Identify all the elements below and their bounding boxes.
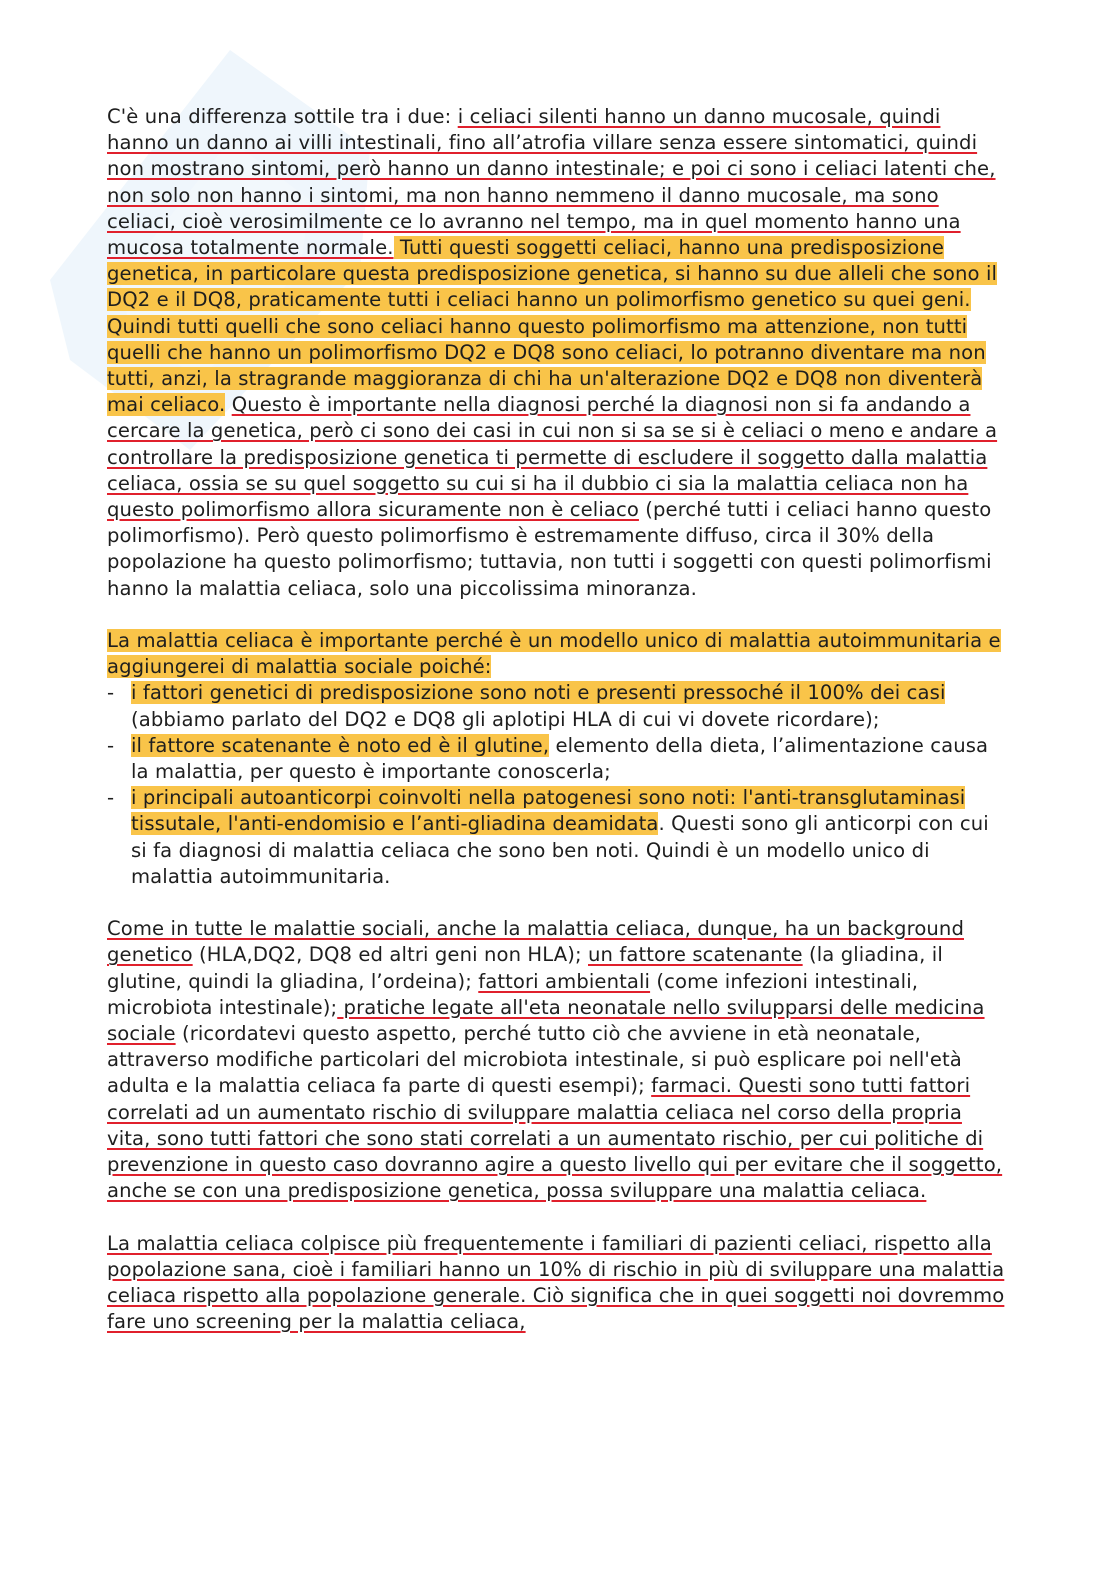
text-run: (HLA,DQ2, DQ8 ed altri geni non HLA);: [192, 943, 588, 967]
paragraph-modello-unico: [107, 628, 1007, 680]
underlined-text: Questo è importante nella diagnosi perché la diagnosi non si fa andando a cercare la genetica, però ci sono dei casi in cui non si sa se si è celiaci o meno e andare a controllare la predisposizione genetica ti permette di escludere il soggetto dalla malattia celiaca, ossia se su quel soggetto su cui si ha il dubbio ci sia la malattia celiaca non ha questo polimorfismo allora sicuramente non è celiaco: [107, 393, 998, 522]
list-item-text: [131, 681, 945, 730]
list-item: [107, 680, 1007, 732]
underlined-text: La malattia celiaca colpisce più frequentemente i familiari di pazienti celiaci, rispetto alla popolazione sana, cioè i familiari hanno un 10% di rischio in più di sviluppare una malattia celiaca rispetto alla popolazione generale. Ciò significa che in quei soggetti noi dovremmo fare uno screening per la malattia celiaca,: [107, 1231, 1005, 1334]
text-run: (la gliadina, il glutine, quindi la gliadina, l’ordeina);: [107, 943, 943, 993]
text-run: (ricordatevi questo aspetto, perché tutto ciò che avviene in età neonatale, attraverso modifiche particolari del microbiota intestinale, si può esplicare poi nell'età adulta e la malattia celiaca fa parte di questi esempi);: [107, 1022, 962, 1098]
paragraph-celiaci-silenti: [107, 104, 1007, 314]
paragraph-gap: [107, 602, 1007, 628]
list-item: [107, 785, 1007, 890]
underlined-text: un fattore scatenante: [588, 943, 803, 967]
paragraph-polimorfismo: [107, 314, 1007, 602]
list-item-text: [131, 786, 989, 888]
paragraph-gap: [107, 890, 1007, 916]
text-run: C'è una differenza sottile tra i due:: [107, 105, 458, 128]
underlined-text: fattori ambientali: [478, 969, 651, 993]
document-page: [107, 104, 1007, 1336]
highlighted-text: Quindi tutti quelli che sono celiaci hanno questo polimorfismo ma attenzione, non tutti quelli che hanno un polimorfismo DQ2 e DQ8 sono celiaci, lo potranno diventare ma non tutti, anzi, la stragrande maggioranza di chi ha un'alterazione DQ2 e DQ8 non diventerà mai celiaco.: [107, 314, 986, 417]
list-dash: -: [107, 733, 115, 757]
list-dash: -: [107, 786, 115, 810]
highlighted-text: i principali autoanticorpi coinvolti nella patogenesi sono noti: l'anti-transglutaminasi tissutale, l'anti-endomisio e l’anti-gliadina deamidata: [131, 786, 966, 836]
text-run: elemento della dieta, l’alimentazione causa la malattia, per questo è importante conoscerla;: [131, 733, 989, 784]
text-run: (abbiamo parlato del DQ2 e DQ8 gli aplotipi HLA di cui vi dovete ricordare);: [131, 707, 880, 731]
list-item: [107, 733, 1007, 785]
text-run: . Questi sono gli anticorpi con cui si fa diagnosi di malattia celiaca che sono ben noti. Quindi è un modello unico di malattia autoimmunitaria.: [131, 812, 989, 888]
highlighted-text: Tutti questi soggetti celiaci, hanno una predisposizione genetica, in particolare questa predisposizione genetica, si hanno su due alleli che sono il DQ2 e il DQ8, praticamente tutti i celiaci hanno un polimorfismo genetico su quei geni.: [107, 236, 998, 312]
list-dash: -: [107, 681, 115, 705]
text-run: (come infezioni intestinali, microbiota intestinale);: [107, 969, 919, 1019]
bullet-list: [107, 680, 1007, 890]
underlined-text: i celiaci silenti hanno un danno mucosale, quindi hanno un danno ai villi intestinali, fino all’atrofia villare senza essere sintomatici, quindi non mostrano sintomi, però hanno un danno intestinale; e poi ci sono i celiaci latenti che, non solo non hanno i sintomi, ma non hanno nemmeno il danno mucosale, ma sono celiaci, cioè verosimilmente ce lo avranno nel tempo, ma in quel momento hanno una mucosa totalmente normale.: [107, 105, 996, 260]
underlined-text: pratiche legate all'eta neonatale nello svilupparsi delle medicina sociale: [107, 995, 985, 1046]
highlighted-text: i fattori genetici di predisposizione sono noti e presenti pressoché il 100% dei casi: [131, 681, 946, 705]
paragraph-malattie-sociali: [107, 916, 1007, 1204]
paragraph-familiari: [107, 1231, 1007, 1336]
list-item-text: [131, 734, 988, 783]
paragraph-gap: [107, 1205, 1007, 1231]
highlighted-text: La malattia celiaca è importante perché è un modello unico di malattia autoimmunitaria e aggiungerei di malattia sociale poiché:: [107, 629, 1001, 679]
underlined-text: farmaci. Questi sono tutti fattori correlati ad un aumentato rischio di sviluppare malattia celiaca nel corso della propria vita, sono tutti fattori che sono stati correlati a un aumentato rischio, per cui politiche di prevenzione in questo caso dovranno agire a questo livello qui per evitare che il soggetto, anche se con una predisposizione genetica, possa sviluppare una malattia celiaca.: [107, 1074, 1003, 1203]
highlighted-text: il fattore scatenante è noto ed è il glutine,: [131, 733, 550, 757]
underlined-text: Come in tutte le malattie sociali, anche la malattia celiaca, dunque, ha un background genetico: [107, 917, 964, 967]
text-run: (perché tutti i celiaci hanno questo polimorfismo). Però questo polimorfismo è estremamente diffuso, circa il 30% della popolazione ha questo polimorfismo; tuttavia, non tutti i soggetti con questi polimorfismi hanno la malattia celiaca, solo una piccolissima minoranza.: [107, 498, 992, 600]
